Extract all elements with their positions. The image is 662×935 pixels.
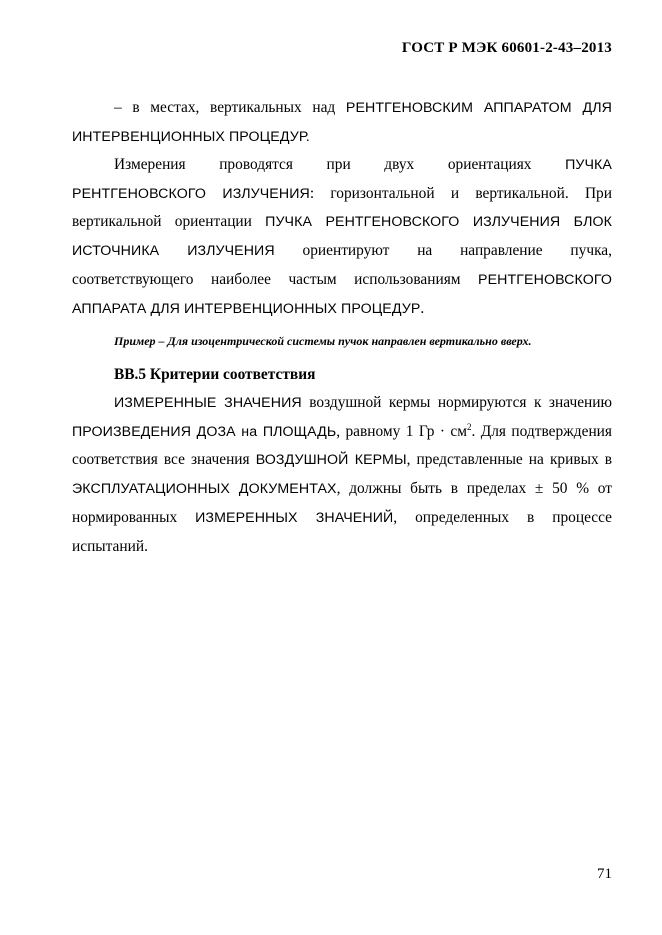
term-span: РЕНТГЕНОВСКОГО ИЗЛУЧЕНИЯ [72, 185, 310, 202]
text-line [72, 389, 612, 418]
term-span: ПРОИЗВЕДЕНИЯ ДОЗА на ПЛОЩАДЬ [72, 423, 337, 440]
text-span: ориентируют на направление пучка, [274, 242, 612, 260]
text-line [72, 237, 612, 266]
term-span: ИЗМЕРЕННЫЕ ЗНАЧЕНИЯ [114, 395, 302, 411]
text-line [72, 208, 612, 237]
text-span: вертикальной ориентации [72, 213, 266, 231]
text-span: , представленные на кривых в [406, 451, 612, 469]
text-line [72, 533, 612, 562]
text-line [72, 504, 612, 533]
text-line [72, 295, 612, 324]
text-line [72, 94, 612, 123]
text-span: нормированных [72, 508, 196, 526]
term-span: ИНТЕРВЕНЦИОННЫХ ПРОЦЕДУР. [72, 128, 310, 145]
paragraph-orientation [72, 151, 612, 323]
text-span: . Для подтверждения [471, 422, 612, 440]
text-line [72, 151, 612, 180]
term-span: ПУЧКА [565, 157, 612, 173]
page-number: 71 [597, 866, 612, 882]
document-header: ГОСТ Р МЭК 60601-2-43–2013 [401, 40, 612, 56]
term-span: АППАРАТА ДЛЯ ИНТЕРВЕНЦИОННЫХ ПРОЦЕДУР [72, 300, 421, 317]
term-span: ИЗМЕРЕННЫХ ЗНАЧЕНИЙ [195, 509, 394, 526]
text-line [72, 123, 612, 152]
superscript: 2 [466, 421, 472, 432]
term-span: РЕНТГЕНОВСКИМ АППАРАТОМ ДЛЯ [345, 100, 612, 116]
term-span: ВОЗДУШНОЙ КЕРМЫ [255, 452, 407, 469]
text-line [72, 475, 612, 504]
text-span: Измерения проводятся при двух ориентациях [114, 156, 566, 173]
text-span: испытаний. [72, 537, 148, 555]
text-span: . [420, 299, 425, 317]
term-span: РЕНТГЕНОВСКОГО [478, 271, 612, 288]
term-span: ПУЧКА РЕНТГЕНОВСКОГО ИЗЛУЧЕНИЯ БЛОК [265, 214, 612, 231]
text-span: , определенных в процессе [393, 508, 612, 526]
term-span: ИСТОЧНИКА ИЗЛУЧЕНИЯ [72, 243, 275, 260]
text-span: соответствия все значения [72, 451, 256, 469]
example-note: Пример – Для изоцентрической системы пучок направлен вертикально вверх. [114, 334, 532, 348]
section-heading: ВВ.5 Критерии соответствия [114, 366, 316, 383]
text-span: воздушной кермы нормируются к значению [301, 394, 612, 411]
text-span: : горизонтальной и вертикальной. При [309, 184, 612, 202]
text-line [72, 266, 612, 295]
text-span: – в местах, вертикальных над [114, 99, 346, 116]
text-line [72, 446, 612, 475]
text-span: , должны быть в пределах ± 50 % от [336, 480, 612, 498]
text-span: , равному 1 Гр · см [336, 422, 467, 440]
paragraph-compliance [72, 389, 612, 561]
text-line [72, 180, 612, 209]
text-span: соответствующего наиболее частым использованиям [72, 270, 479, 288]
paragraph-location [72, 94, 612, 151]
term-span: ЭКСПЛУАТАЦИОННЫХ ДОКУМЕНТАХ [72, 481, 337, 498]
text-line [72, 418, 612, 447]
